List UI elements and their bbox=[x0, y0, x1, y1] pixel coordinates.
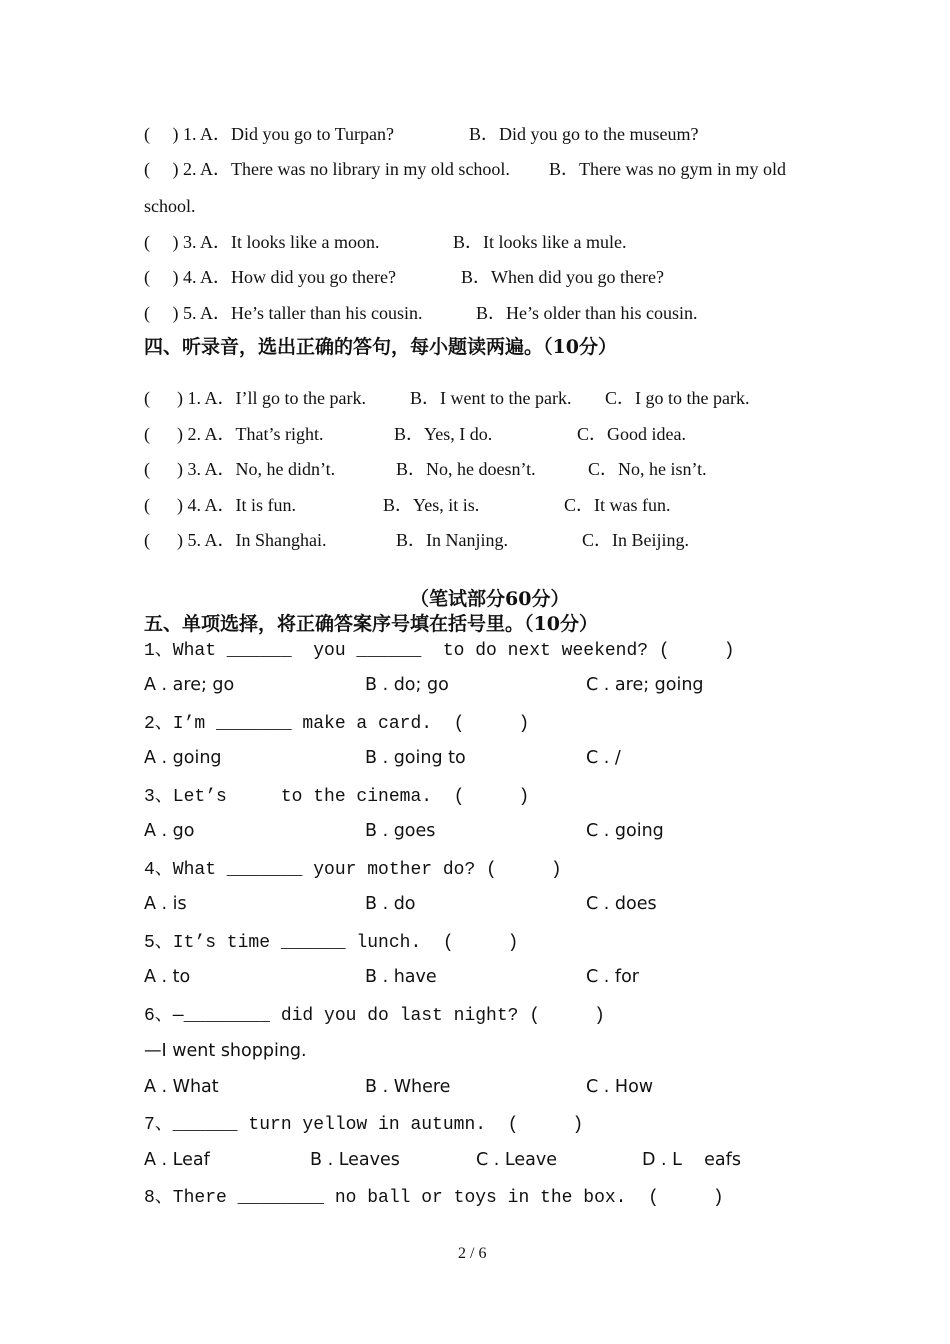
page-number: 2 / 6 bbox=[458, 1245, 487, 1262]
s5-q2-option-a: A . going bbox=[144, 748, 222, 768]
s5-q3-option-a: A . go bbox=[144, 821, 195, 841]
s3-q4-option-b: B．When did you go there? bbox=[461, 267, 664, 287]
s5-q7-option-d: D . L eafs bbox=[642, 1150, 741, 1170]
s4-q1-option-b: B．I went to the park. bbox=[410, 388, 572, 408]
s3-q3-option-b: B．It looks like a mule. bbox=[453, 232, 627, 252]
s3-q5-option-b: B．He’s older than his cousin. bbox=[476, 303, 698, 323]
s4-q4-option-a: ( ) 4. A．It is fun. bbox=[144, 495, 296, 515]
s5-q5-option-b: B . have bbox=[365, 967, 437, 987]
s5-q5-option-a: A . to bbox=[144, 967, 191, 987]
s5-q5-option-c: C . for bbox=[586, 967, 639, 987]
s3-q2-option-a: ( ) 2. A．There was no library in my old school. bbox=[144, 159, 510, 179]
s5-q4-option-b: B . do bbox=[365, 894, 416, 914]
s5-q4-option-a: A . is bbox=[144, 894, 187, 914]
s4-q5-option-b: B．In Nanjing. bbox=[396, 530, 508, 550]
s3-q2-continuation: school. bbox=[144, 196, 196, 216]
s4-q2-option-b: B．Yes, I do. bbox=[394, 424, 493, 444]
s5-q4-option-c: C . does bbox=[586, 894, 657, 914]
s4-q4-option-c: C．It was fun. bbox=[564, 495, 671, 515]
s4-q5-option-a: ( ) 5. A．In Shanghai. bbox=[144, 530, 327, 550]
s3-q1-option-a: ( ) 1. A．Did you go to Turpan? bbox=[144, 124, 395, 144]
s5-q7-option-b: B . Leaves bbox=[310, 1150, 400, 1170]
s5-q6-option-a: A . What bbox=[144, 1077, 219, 1097]
s5-q5-stem: 5、It’s time ______ lunch. ( ) bbox=[144, 933, 519, 953]
s5-q2-stem: 2、I’m _______ make a card. ( ) bbox=[144, 714, 530, 734]
s3-q4-option-a: ( ) 4. A．How did you go there? bbox=[144, 267, 396, 287]
s5-q3-option-c: C . going bbox=[586, 821, 664, 841]
s4-q3-option-a: ( ) 3. A．No, he didn’t. bbox=[144, 459, 336, 479]
s5-q3-option-b: B . goes bbox=[365, 821, 436, 841]
s5-q1-stem: 1、What ______ you ______ to do next weekend? ( ) bbox=[144, 641, 735, 661]
s5-q2-option-b: B . going to bbox=[365, 748, 466, 768]
s4-q5-option-c: C．In Beijing. bbox=[582, 530, 689, 550]
s4-q2-option-c: C．Good idea. bbox=[577, 424, 686, 444]
s5-q3-stem: 3、Let’s to the cinema. ( ) bbox=[144, 787, 530, 807]
s5-q6-dialogue-answer: —I went shopping. bbox=[144, 1041, 307, 1061]
s4-q3-option-b: B．No, he doesn’t. bbox=[396, 459, 536, 479]
s5-q2-option-c: C . / bbox=[586, 748, 621, 768]
written-part-title: （笔试部分60分） bbox=[410, 588, 570, 610]
s4-q2-option-a: ( ) 2. A．That’s right. bbox=[144, 424, 324, 444]
s5-q7-stem: 7、______ turn yellow in autumn. ( ) bbox=[144, 1115, 584, 1135]
s5-q7-option-a: A . Leaf bbox=[144, 1150, 210, 1170]
s5-q1-option-c: C . are; going bbox=[586, 675, 704, 695]
s3-q1-option-b: B．Did you go to the museum? bbox=[469, 124, 699, 144]
s5-q6-option-c: C . How bbox=[586, 1077, 654, 1097]
s4-q1-option-a: ( ) 1. A．I’ll go to the park. bbox=[144, 388, 366, 408]
s3-q3-option-a: ( ) 3. A．It looks like a moon. bbox=[144, 232, 380, 252]
s5-q6-option-b: B . Where bbox=[365, 1077, 451, 1097]
section4-heading: 四、听录音，选出正确的答句，每小题读两遍。（10分） bbox=[144, 336, 617, 358]
s5-q1-option-a: A . are; go bbox=[144, 675, 235, 695]
s5-q6-stem: 6、—________ did you do last night? ( ) bbox=[144, 1006, 605, 1026]
s4-q1-option-c: C．I go to the park. bbox=[605, 388, 750, 408]
s4-q4-option-b: B．Yes, it is. bbox=[383, 495, 480, 515]
s3-q2-option-b: B．There was no gym in my old bbox=[549, 159, 786, 179]
s5-q7-option-c: C . Leave bbox=[476, 1150, 557, 1170]
s4-q3-option-c: C．No, he isn’t. bbox=[588, 459, 707, 479]
s5-q1-option-b: B . do; go bbox=[365, 675, 449, 695]
s3-q5-option-a: ( ) 5. A．He’s taller than his cousin. bbox=[144, 303, 423, 323]
s5-q4-stem: 4、What _______ your mother do? ( ) bbox=[144, 860, 562, 880]
section5-heading: 五、单项选择，将正确答案序号填在括号里。（10分） bbox=[144, 613, 598, 635]
s5-q8-stem: 8、There ________ no ball or toys in the box. ( ) bbox=[144, 1188, 724, 1208]
